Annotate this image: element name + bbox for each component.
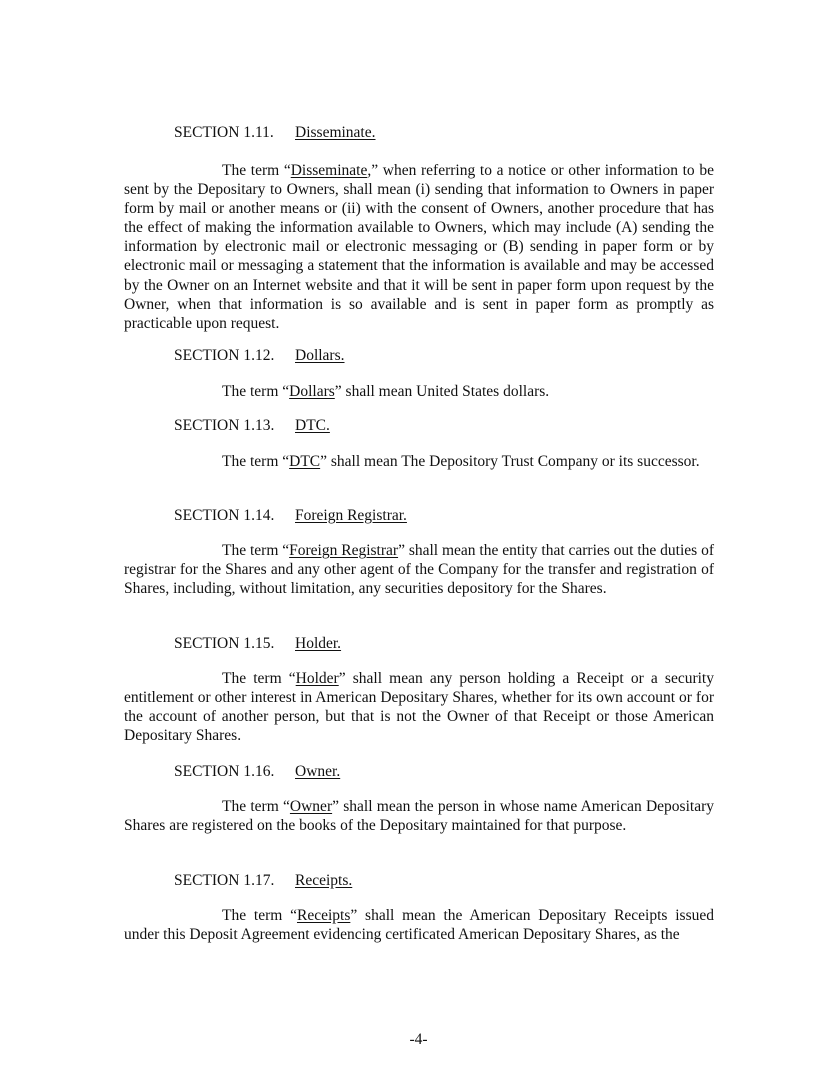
paragraph-text: The term “ <box>222 453 290 470</box>
paragraph-text: The term “ <box>222 162 291 179</box>
section-title: Holder. <box>295 635 342 652</box>
section-paragraph <box>124 382 714 401</box>
paragraph-text: The term “ <box>222 798 290 815</box>
defined-term: Receipts <box>296 907 351 924</box>
paragraph-text: The term “ <box>222 542 290 559</box>
paragraph-text: ,” when referring to a notice or other information to be sent by the Depositary to Owners, shall mean (i) sending that information to Owners in paper form by mail or another means or (ii) with the consent of Owners, another procedure that has the effect of making the information available to Owners, which may include (A) sending the information by electronic mail or electronic messaging or (B) sending in paper form or by electronic mail or messaging a statement that the information is available and may be accessed by the Owner on an Internet website and that it will be sent in paper form upon request by the Owner, when that information is so available and is sent in paper form as promptly as practicable upon request. <box>124 162 714 332</box>
defined-term: Dollars <box>289 383 335 400</box>
section-number: SECTION 1.16. <box>174 763 275 780</box>
section-number: SECTION 1.14. <box>174 507 275 524</box>
section-heading <box>174 416 330 435</box>
section-title: DTC. <box>295 417 330 434</box>
defined-term: Foreign Registrar <box>289 542 399 559</box>
paragraph-text: The term “ <box>222 383 290 400</box>
section-heading <box>174 346 345 365</box>
section-heading <box>174 123 376 142</box>
section-paragraph <box>124 161 714 333</box>
section-title: Foreign Registrar. <box>295 507 407 524</box>
section-paragraph <box>124 452 714 471</box>
paragraph-text: ” shall mean The Depository Trust Company or its successor. <box>320 453 700 470</box>
paragraph-text: ” shall mean any person holding a Receipt or a security entitlement or other interest in American Depositary Shares, whether for its own account or for the account of another person, but that is not the Owner of that Receipt or those American Depositary Shares. <box>124 670 714 745</box>
section-heading <box>174 762 340 781</box>
section-number: SECTION 1.17. <box>174 872 275 889</box>
paragraph-text: ” shall mean United States dollars. <box>334 383 550 400</box>
paragraph-text: The term “ <box>222 907 297 924</box>
defined-term: Holder <box>295 670 339 687</box>
section-title: Receipts. <box>295 872 353 889</box>
section-title: Owner. <box>295 763 341 780</box>
section-number: SECTION 1.12. <box>174 347 275 364</box>
paragraph-text: The term “ <box>222 670 296 687</box>
defined-term: Disseminate <box>290 162 368 179</box>
defined-term: Owner <box>289 798 333 815</box>
section-title: Disseminate. <box>295 124 376 141</box>
defined-term: DTC <box>289 453 321 470</box>
section-paragraph <box>124 669 714 745</box>
section-heading <box>174 871 352 890</box>
section-heading <box>174 506 407 525</box>
section-number: SECTION 1.15. <box>174 635 275 652</box>
paragraph-text: ” shall mean the person in whose name American Depositary Shares are registered on the books of the Depositary maintained for that purpose. <box>124 798 714 835</box>
section-heading <box>174 634 341 653</box>
section-paragraph <box>124 906 714 944</box>
section-paragraph <box>124 797 714 835</box>
page-number: -4- <box>409 1031 428 1048</box>
paragraph-text: ” shall mean the entity that carries out the duties of registrar for the Shares and any other agent of the Company for the transfer and registration of Shares, including, without limitation, any securities depository for the Shares. <box>124 542 714 598</box>
paragraph-text: ” shall mean the American Depositary Receipts issued under this Deposit Agreement evidencing certificated American Depositary Shares, as the <box>124 907 714 944</box>
section-title: Dollars. <box>295 347 345 364</box>
section-number: SECTION 1.11. <box>174 124 274 141</box>
section-number: SECTION 1.13. <box>174 417 275 434</box>
section-paragraph <box>124 541 714 598</box>
